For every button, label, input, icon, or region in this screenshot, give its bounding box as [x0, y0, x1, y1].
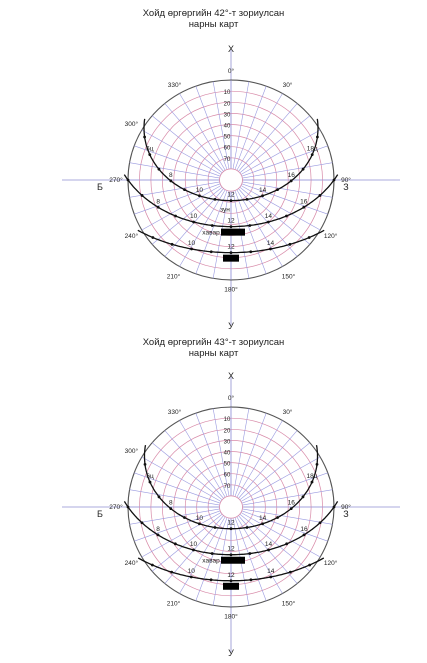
hour-marker [267, 221, 270, 224]
hour-label: 12 [227, 519, 235, 527]
hour-label: 6ц [146, 145, 154, 153]
season-label-equinox: хавар [202, 557, 220, 565]
hour-marker [302, 495, 305, 498]
hour-marker [246, 526, 249, 529]
east-label: З [343, 182, 349, 192]
azimuth-line [237, 190, 283, 267]
azimuth-label: 90° [341, 504, 351, 511]
altitude-label: 30 [223, 439, 231, 446]
hour-marker [158, 495, 161, 498]
hour-marker [311, 481, 314, 484]
diagram-title-2 [0, 337, 427, 359]
hour-marker [333, 179, 336, 182]
hour-label: 18ц [306, 473, 318, 481]
south-label: У [228, 321, 234, 331]
altitude-label: 40 [223, 123, 231, 130]
azimuth-line [180, 190, 226, 267]
hour-marker [230, 251, 233, 254]
hour-label: 10 [187, 240, 196, 248]
hour-marker [214, 198, 217, 201]
hour-marker [319, 521, 322, 524]
hour-marker [190, 248, 193, 251]
hour-marker [302, 206, 305, 209]
azimuth-line [130, 490, 220, 505]
east-label: З [343, 509, 349, 519]
altitude-label: 70 [223, 483, 231, 490]
azimuth-label: 330° [167, 82, 182, 90]
hour-label: 14 [258, 186, 267, 194]
hour-marker [308, 564, 311, 567]
hour-marker [246, 198, 249, 201]
hour-label: 10 [195, 514, 203, 522]
hour-label: 14 [267, 567, 275, 575]
hour-marker [250, 578, 253, 581]
title-line-1: Хойд өргөргийн 42°-т зориулсан [142, 8, 285, 19]
hour-marker [192, 549, 195, 552]
azimuth-label: 270° [109, 504, 123, 511]
hour-marker [290, 179, 293, 182]
hour-marker [285, 215, 288, 218]
hour-label: 10 [190, 212, 198, 220]
hour-label: 6ц [146, 473, 154, 481]
hour-marker [290, 507, 293, 510]
altitude-label: 40 [223, 450, 231, 457]
azimuth-label: 330° [167, 409, 182, 417]
azimuth-line [241, 513, 320, 557]
hour-marker [158, 168, 161, 171]
hour-label: 18ц [306, 145, 318, 153]
azimuth-label: 0° [227, 395, 235, 402]
hour-marker [285, 542, 288, 545]
hour-marker [211, 224, 214, 227]
hour-marker [316, 136, 319, 139]
azimuth-line [142, 457, 221, 501]
altitude-label: 10 [223, 90, 231, 97]
hour-marker [171, 243, 174, 246]
hour-marker [174, 542, 177, 545]
title-line-1: Хойд өргөргийн 43°-т зориулсан [142, 337, 285, 348]
hour-marker [141, 521, 144, 524]
azimuth-label: 210° [166, 273, 181, 281]
altitude-label: 10 [223, 417, 231, 424]
hour-marker [230, 527, 233, 530]
altitude-label: 60 [223, 145, 231, 152]
hour-label: 14 [264, 540, 273, 548]
azimuth-label: 30° [282, 409, 293, 417]
hour-marker [302, 168, 305, 171]
azimuth-line [142, 186, 221, 230]
title-line-2: нарны карт [188, 348, 239, 359]
azimuth-label: 150° [281, 273, 296, 281]
azimuth-label: 150° [281, 600, 296, 608]
hour-marker [148, 153, 151, 156]
hour-label: 16 [300, 198, 308, 206]
north-label: Х [227, 44, 235, 54]
hour-marker [127, 179, 130, 182]
sun-path-chart-1 [0, 35, 427, 335]
azimuth-label: 120° [323, 232, 338, 240]
azimuth-label: 180° [224, 286, 238, 294]
hour-marker [198, 194, 201, 197]
hour-marker [143, 136, 146, 139]
hour-marker [311, 153, 314, 156]
hour-marker [230, 225, 233, 228]
hour-marker [230, 553, 233, 556]
hour-marker [276, 188, 279, 191]
hour-marker [210, 578, 213, 581]
azimuth-line [142, 513, 221, 557]
hour-marker [183, 188, 186, 191]
altitude-label: 20 [223, 428, 231, 435]
sun-path-chart-2 [0, 362, 427, 662]
hour-label: 8 [156, 198, 161, 206]
hour-marker [190, 576, 193, 579]
hour-marker [192, 221, 195, 224]
hour-marker [141, 194, 144, 197]
hour-label: 14 [259, 514, 267, 522]
west-label: Б [97, 509, 103, 519]
season-label-summer: зун [220, 206, 230, 214]
hour-marker [308, 236, 311, 239]
hour-marker [198, 522, 201, 525]
noon-marker [221, 229, 245, 236]
hour-marker [261, 522, 264, 525]
altitude-label: 50 [223, 461, 231, 468]
hour-marker [230, 579, 233, 582]
azimuth-label: 270° [109, 177, 123, 184]
hour-marker [289, 571, 292, 574]
hour-marker [169, 179, 172, 182]
azimuth-line [241, 186, 320, 230]
west-label: Б [97, 182, 103, 192]
azimuth-label: 0° [227, 68, 235, 75]
season-label-equinox: хавар [202, 229, 220, 237]
azimuth-line [233, 409, 249, 496]
hour-label: 12 [227, 571, 235, 579]
hour-label: 8 [168, 171, 173, 179]
hour-label: 12 [227, 243, 235, 251]
hour-marker [267, 549, 270, 552]
altitude-label: 20 [223, 101, 231, 108]
azimuth-label: 210° [166, 600, 181, 608]
diagram-title-1 [0, 8, 427, 30]
hour-label: 10 [187, 567, 195, 575]
hour-marker [169, 507, 172, 510]
azimuth-label: 120° [323, 559, 338, 567]
noon-marker [223, 583, 239, 590]
altitude-label: 60 [223, 472, 231, 479]
hour-marker [318, 194, 321, 197]
south-label: У [228, 648, 234, 658]
hour-marker [261, 194, 264, 197]
hour-marker [316, 463, 319, 466]
altitude-label: 50 [223, 134, 231, 141]
hour-label: 16 [287, 499, 295, 507]
azimuth-line [237, 420, 283, 497]
altitude-label: 30 [223, 112, 231, 119]
azimuth-label: 300° [124, 121, 139, 129]
altitude-label: 70 [223, 156, 231, 163]
azimuth-label: 240° [124, 559, 139, 567]
hour-marker [303, 533, 306, 536]
hour-label: 14 [264, 212, 272, 220]
azimuth-line [237, 93, 283, 170]
hour-marker [248, 552, 251, 555]
hour-label: 10 [189, 540, 198, 548]
hour-marker [269, 248, 272, 251]
hour-marker [144, 463, 147, 466]
hour-label: 12 [227, 191, 235, 199]
hour-marker [174, 215, 177, 218]
zenith-circle [220, 496, 243, 518]
hour-marker [211, 552, 214, 555]
azimuth-line [180, 420, 226, 497]
azimuth-label: 180° [224, 613, 238, 621]
hour-marker [127, 506, 130, 509]
hour-marker [333, 506, 336, 509]
hour-marker [170, 571, 173, 574]
hour-label: 10 [195, 186, 204, 194]
hour-marker [210, 250, 213, 253]
azimuth-label: 240° [124, 232, 139, 240]
noon-marker [221, 557, 245, 564]
hour-marker [183, 516, 186, 519]
noon-marker [223, 255, 239, 262]
azimuth-line [142, 130, 221, 174]
hour-marker [151, 564, 154, 567]
hour-marker [276, 516, 279, 519]
hour-label: 8 [168, 499, 173, 507]
hour-marker [249, 250, 252, 253]
hour-marker [230, 199, 233, 202]
hour-label: 12 [227, 217, 235, 225]
hour-label: 14 [266, 240, 275, 248]
azimuth-line [130, 163, 220, 178]
hour-marker [149, 481, 152, 484]
hour-marker [269, 576, 272, 579]
hour-label: 16 [300, 525, 308, 533]
title-line-2: нарны карт [188, 19, 239, 30]
azimuth-label: 30° [282, 82, 293, 90]
hour-label: 8 [156, 525, 160, 533]
azimuth-line [180, 93, 226, 170]
hour-marker [157, 533, 160, 536]
hour-label: 12 [227, 545, 235, 553]
azimuth-label: 90° [341, 177, 351, 184]
hour-marker [157, 206, 160, 209]
hour-label: 16 [287, 171, 295, 179]
hour-marker [289, 243, 292, 246]
zenith-circle [220, 169, 243, 191]
azimuth-line [233, 82, 249, 169]
north-label: Х [227, 371, 235, 381]
hour-marker [151, 236, 154, 239]
hour-marker [248, 224, 251, 227]
hour-marker [214, 526, 217, 529]
azimuth-label: 300° [124, 448, 139, 456]
